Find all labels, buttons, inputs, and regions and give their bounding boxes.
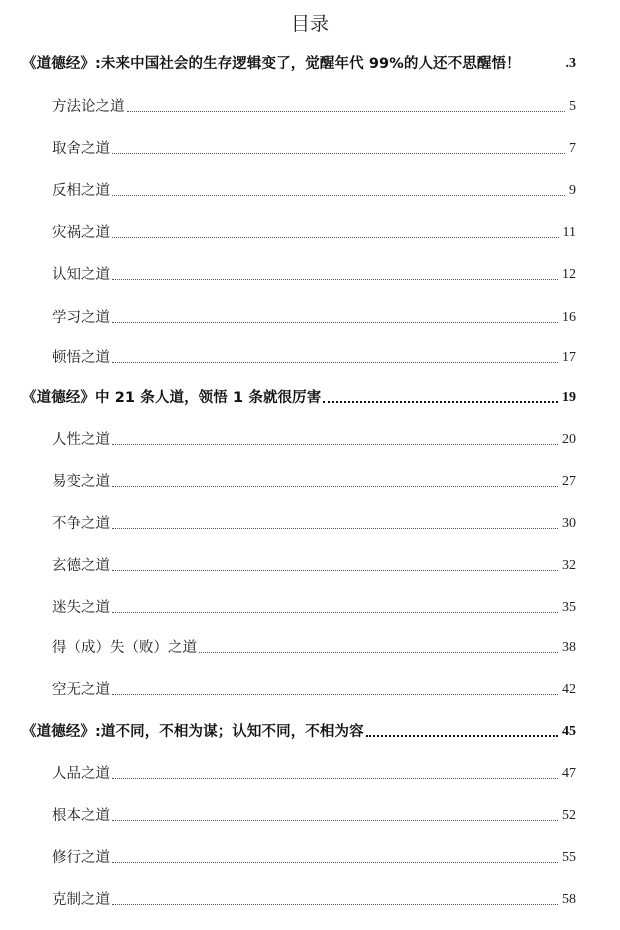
toc-entry-page-number: 27 — [562, 474, 576, 489]
toc-section-entry[interactable] — [0, 636, 620, 658]
toc-entry-label: 认知之道 — [52, 267, 110, 283]
toc-entry-label: 修行之道 — [52, 850, 110, 866]
toc-entry-page-number: 5 — [569, 99, 576, 114]
toc-section-entry[interactable] — [0, 346, 620, 368]
dot-leader — [112, 528, 558, 529]
toc-entry-label: 不争之道 — [52, 516, 110, 532]
toc-section-entry[interactable] — [0, 678, 620, 700]
toc-chapter-entry[interactable] — [0, 720, 620, 742]
toc-section-entry[interactable] — [0, 470, 620, 492]
toc-chapter-entry[interactable] — [0, 52, 620, 74]
dot-leader — [366, 735, 558, 737]
toc-entry-label: 空无之道 — [52, 682, 110, 698]
dot-leader — [112, 444, 558, 445]
dot-leader — [112, 195, 565, 196]
toc-entry-label: 人性之道 — [52, 432, 110, 448]
dot-leader — [112, 820, 558, 821]
toc-section-entry[interactable] — [0, 306, 620, 328]
toc-entry-page-number: 38 — [562, 640, 576, 655]
toc-section-entry[interactable] — [0, 95, 620, 117]
dot-leader — [112, 486, 558, 487]
dot-leader — [112, 904, 558, 905]
toc-entry-page-number: 42 — [562, 682, 576, 697]
toc-entry-page-number: 45 — [562, 724, 576, 739]
toc-entry-page-number: 20 — [562, 432, 576, 447]
dot-leader — [112, 322, 558, 323]
dot-leader — [112, 362, 558, 363]
dot-leader — [112, 237, 559, 238]
toc-entry-label: 根本之道 — [52, 808, 110, 824]
toc-section-entry[interactable] — [0, 221, 620, 243]
toc-entry-page-number: 30 — [562, 516, 576, 531]
dot-leader — [112, 279, 558, 280]
toc-entry-label: 方法论之道 — [52, 99, 125, 115]
toc-entry-page-number: .3 — [565, 56, 576, 71]
toc-section-entry[interactable] — [0, 888, 620, 910]
toc-title: 目录 — [290, 13, 329, 35]
toc-section-entry[interactable] — [0, 263, 620, 285]
dot-leader — [112, 862, 558, 863]
dot-leader — [199, 652, 558, 653]
toc-section-entry[interactable] — [0, 554, 620, 576]
toc-entry-label: 取舍之道 — [52, 141, 110, 157]
toc-entry-label: 反相之道 — [52, 183, 110, 199]
toc-section-entry[interactable] — [0, 804, 620, 826]
dot-leader — [112, 612, 558, 613]
toc-entry-page-number: 12 — [562, 267, 576, 282]
toc-entry-page-number: 35 — [562, 600, 576, 615]
toc-entry-page-number: 11 — [562, 225, 576, 240]
toc-section-entry[interactable] — [0, 512, 620, 534]
toc-entry-page-number: 58 — [562, 892, 576, 907]
toc-section-entry[interactable] — [0, 137, 620, 159]
toc-entry-label: 灾祸之道 — [52, 225, 110, 241]
toc-entry-page-number: 17 — [562, 350, 576, 365]
toc-entry-label: 《道德经》中 21 条人道，领悟 1 条就很厉害 — [22, 390, 322, 406]
toc-entry-label: 玄德之道 — [52, 558, 110, 574]
toc-section-entry[interactable] — [0, 846, 620, 868]
toc-entry-label: 《道德经》:未来中国社会的生存逻辑变了，觉醒年代 99%的人还不思醒悟！ — [22, 56, 521, 72]
toc-section-entry[interactable] — [0, 428, 620, 450]
dot-leader — [112, 694, 558, 695]
toc-entry-label: 得（成）失（败）之道 — [52, 640, 197, 656]
toc-entry-label: 克制之道 — [52, 892, 110, 908]
toc-entry-page-number: 47 — [562, 766, 576, 781]
toc-entry-page-number: 9 — [569, 183, 576, 198]
dot-leader — [112, 570, 558, 571]
toc-entry-page-number: 16 — [562, 310, 576, 325]
toc-section-entry[interactable] — [0, 179, 620, 201]
toc-entry-page-number: 19 — [562, 390, 576, 405]
toc-entry-label: 迷失之道 — [52, 600, 110, 616]
toc-section-entry[interactable] — [0, 596, 620, 618]
toc-entry-label: 《道德经》:道不同，不相为谋；认知不同，不相为容 — [22, 724, 364, 740]
toc-entry-label: 人品之道 — [52, 766, 110, 782]
toc-entry-label: 顿悟之道 — [52, 350, 110, 366]
dot-leader — [323, 401, 558, 403]
toc-chapter-entry[interactable] — [0, 386, 620, 408]
toc-entry-label: 易变之道 — [52, 474, 110, 490]
toc-section-entry[interactable] — [0, 762, 620, 784]
dot-leader — [112, 153, 565, 154]
dot-leader — [127, 111, 566, 112]
toc-entry-page-number: 55 — [562, 850, 576, 865]
toc-entry-page-number: 32 — [562, 558, 576, 573]
toc-entry-page-number: 52 — [562, 808, 576, 823]
toc-entry-page-number: 7 — [569, 141, 576, 156]
dot-leader — [112, 778, 558, 779]
toc-entry-label: 学习之道 — [52, 310, 110, 326]
